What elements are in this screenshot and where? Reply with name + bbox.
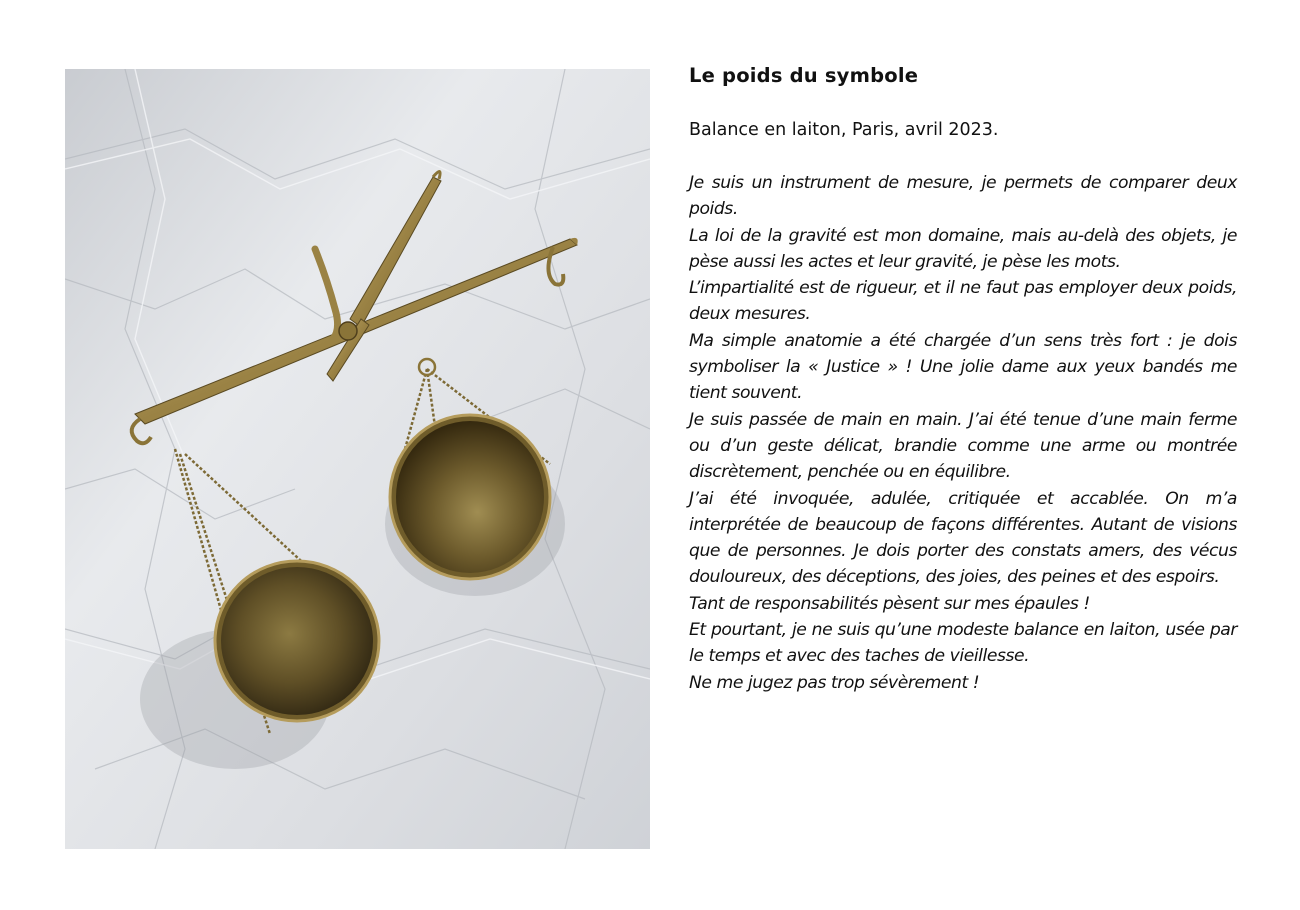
photo-caption: Balance en laiton, Paris, avril 2023. xyxy=(689,120,999,140)
article xyxy=(689,62,1237,696)
body-paragraph: L’impartialité est de rigueur, et il ne faut pas employer deux poids, deux mesures. xyxy=(689,278,1237,325)
body-paragraph: Ma simple anatomie a été chargée d’un sens très fort : je dois symboliser la « Justice » ! Une jolie dame aux yeux bandés me tient souvent. xyxy=(689,330,1237,404)
article-title: Le poids du symbole xyxy=(689,64,919,87)
body-paragraph: Tant de responsabilités pèsent sur mes épaules ! xyxy=(689,593,1090,614)
balance-photo-illustration xyxy=(65,69,650,849)
body-paragraph: La loi de la gravité est mon domaine, mais au-delà des objets, je pèse aussi les actes et leur gravité, je pèse les mots. xyxy=(689,225,1237,272)
body-paragraph: Ne me jugez pas trop sévèrement ! xyxy=(689,672,980,693)
body-paragraph: Je suis passée de main en main. J’ai été tenue d’une main ferme ou d’un geste délicat, brandie comme une arme ou montrée discrètement, penchée ou en équilibre. xyxy=(689,409,1237,483)
body-paragraph: J’ai été invoquée, adulée, critiquée et accablée. On m’a interprétée de beaucoup de façons différentes. Autant de visions que de personnes. Je dois porter des constats amers, des vécus douloureux, des déceptions, des joies, des peines et des espoirs. xyxy=(689,488,1237,588)
article-body xyxy=(689,170,1237,696)
body-paragraph: Et pourtant, je ne suis qu’une modeste balance en laiton, usée par le temps et avec des taches de vieillesse. xyxy=(689,620,1237,667)
body-paragraph: Je suis un instrument de mesure, je permets de comparer deux poids. xyxy=(689,173,1237,220)
balance-photo xyxy=(65,69,650,849)
